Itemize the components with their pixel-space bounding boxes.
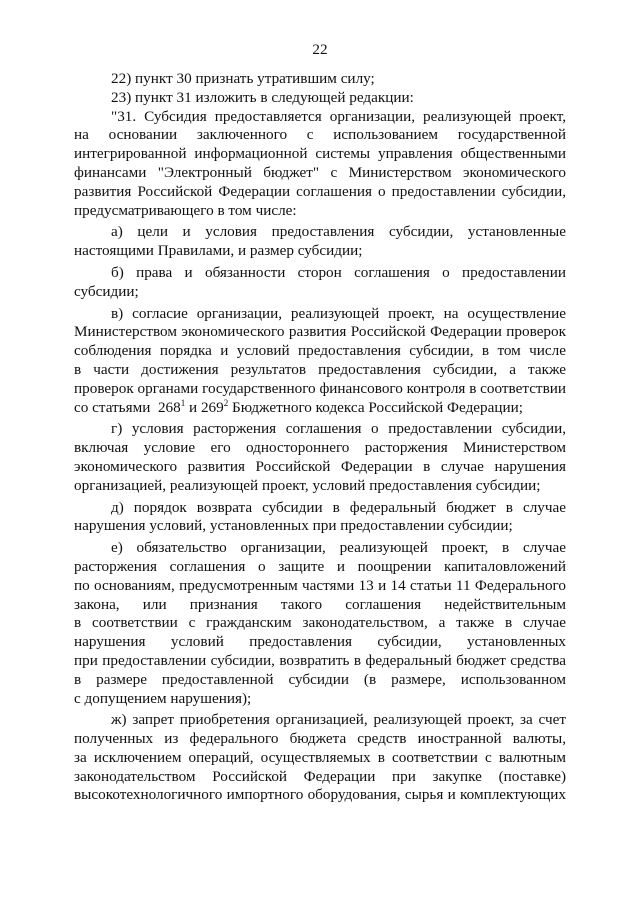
text-line: е) обязательство организации, реализующей проект, в случае <box>111 539 566 557</box>
text-line: организацией, реализующей проект, условий предоставления субсидии; <box>74 476 541 494</box>
text-line: в размере предоставленной субсидии (в размере, использованном <box>74 670 566 688</box>
text-line: полученных из федерального бюджета средств иностранной валюты, <box>74 730 566 748</box>
text-line <box>74 399 566 418</box>
text-line: д) порядок возврата субсидии в федеральный бюджет в случае <box>111 498 566 516</box>
text-line: на основании заключенного с использованием государственной <box>74 126 566 144</box>
text-line: экономического развития Российской Федерации в случае нарушения <box>74 457 566 475</box>
text-line: за исключением операций, осуществляемых в соответствии с валютным <box>74 748 566 766</box>
superscript: 1 <box>180 397 186 408</box>
superscript: 2 <box>223 397 229 408</box>
text-line: нарушения условий предоставления субсидии, установленных <box>74 633 566 651</box>
text-line: Министерством экономического развития Российской Федерации проверок <box>74 323 566 341</box>
text-line: субсидии; <box>74 282 139 300</box>
article-ref: 268 <box>157 398 181 416</box>
page-number: 22 <box>312 41 328 58</box>
text-line: при предоставлении субсидии, возвратить в федеральный бюджет средства <box>74 651 566 669</box>
text-line: финансами "Электронный бюджет" с Министерством экономического <box>74 163 566 181</box>
text-line: ж) запрет приобретения организацией, реализующей проект, за счет <box>111 711 566 729</box>
text-line: высокотехнологичного импортного оборудования, сырья и комплектующих <box>74 786 566 804</box>
document-body <box>74 70 566 805</box>
text-line: с допущением нарушения); <box>74 689 252 707</box>
text-line: в соответствии с гражданским законодательством, а также в случае <box>74 614 566 632</box>
text-line: 23) пункт 31 изложить в следующей редакции: <box>111 88 414 106</box>
text-line: законодательством Российской Федерации при закупке (поставке) <box>74 767 566 785</box>
text-line: проверок органами государственного финансового контроля в соответствии <box>74 379 566 397</box>
text-line: б) права и обязанности сторон соглашения о предоставлении <box>111 263 566 281</box>
text-line: а) цели и условия предоставления субсидии, установленные <box>111 223 566 241</box>
text-line: в части достижения результатов предоставления субсидии, а также <box>74 360 566 378</box>
text-line: развития Российской Федерации соглашения о предоставлении субсидии, <box>74 182 566 200</box>
text-line: нарушения условий, установленных при предоставлении субсидии; <box>74 517 513 535</box>
text-line: настоящими Правилами, и размер субсидии; <box>74 242 363 260</box>
text-line: соблюдения порядка и условий предоставления субсидии, в том числе <box>74 342 566 360</box>
text-line: 22) пункт 30 признать утратившим силу; <box>111 70 375 87</box>
text-line: предусматривающего в том числе: <box>74 201 297 219</box>
text-line: расторжения соглашения о защите и поощрении капиталовложений <box>74 557 566 575</box>
text-line: закона, или признания такого соглашения недействительным <box>74 595 566 613</box>
text-line: в) согласие организации, реализующей проект, на осуществление <box>111 304 566 322</box>
text-line: интегрированной информационной системы управления общественными <box>74 145 566 163</box>
text-line: включая условие его одностороннего расторжения Министерством <box>74 439 566 457</box>
text-line: по основаниям, предусмотренным частями 13 и 14 статьи 11 Федерального <box>74 576 566 594</box>
lead: со статьями <box>74 398 151 416</box>
article-ref: и 269 <box>185 398 224 416</box>
line-tail: Бюджетного кодекса Российской Федерации; <box>228 398 523 416</box>
text-line: "31. Субсидия предоставляется организации, реализующей проект, <box>111 107 566 125</box>
text-line: г) условия расторжения соглашения о предоставлении субсидии, <box>111 420 566 438</box>
